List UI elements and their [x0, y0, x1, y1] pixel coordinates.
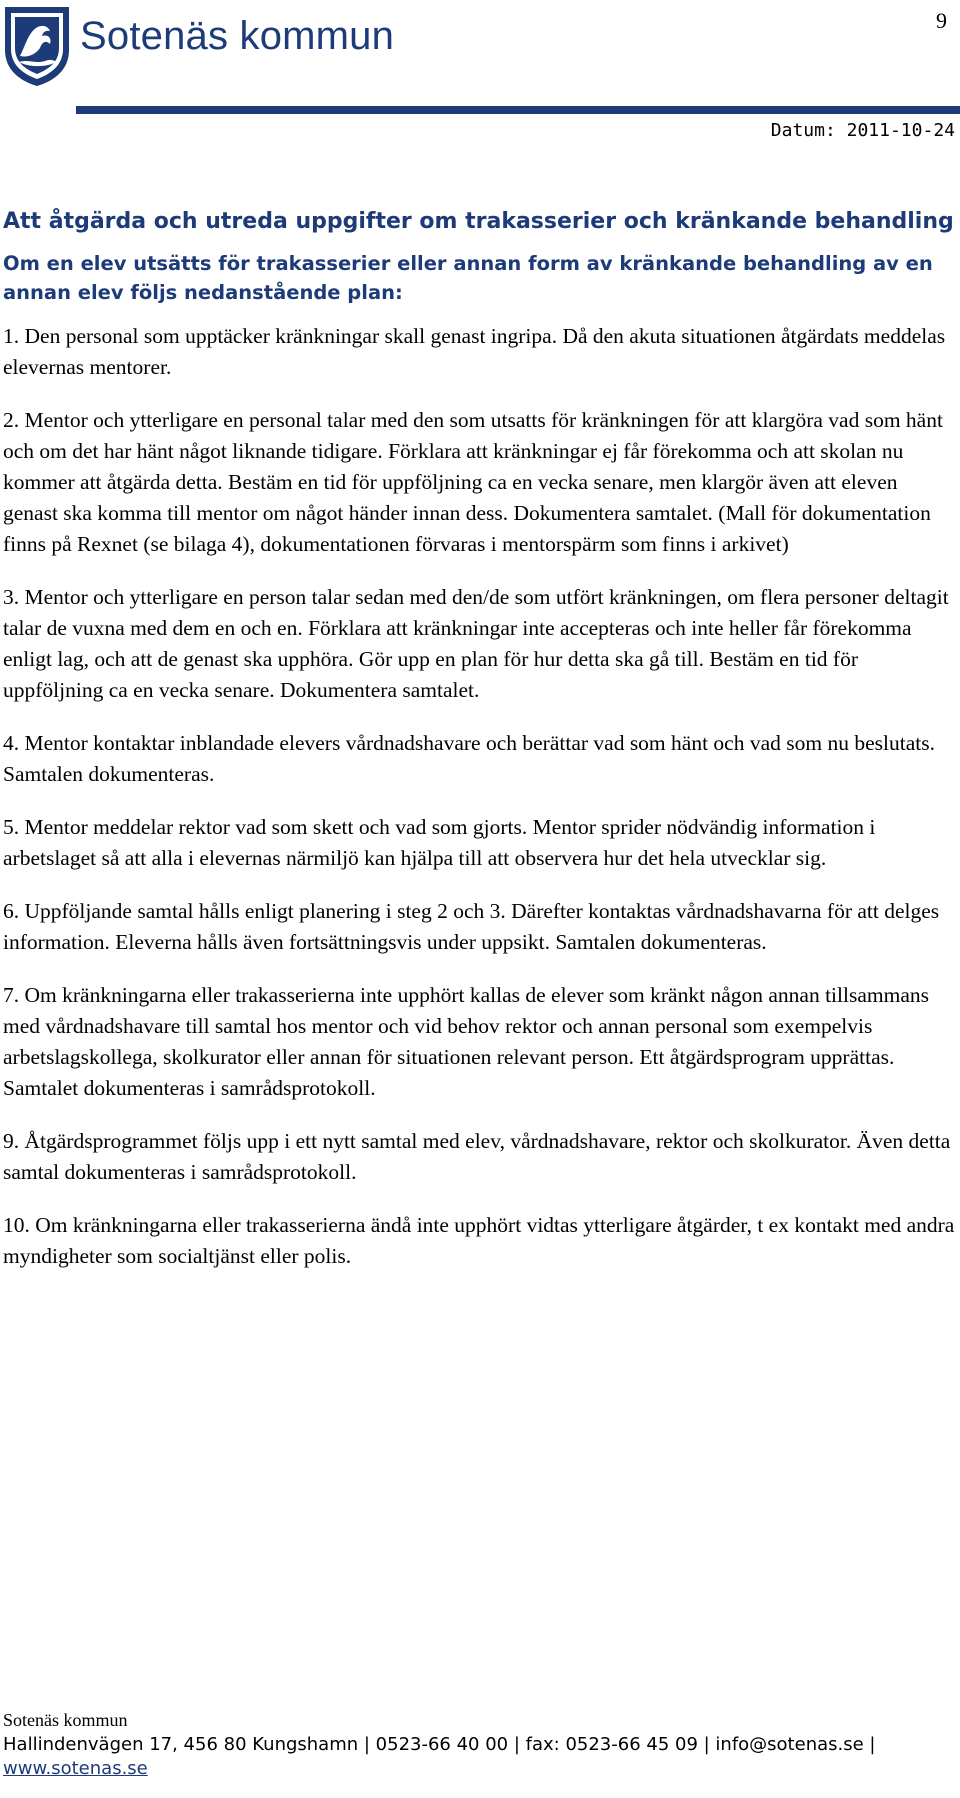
header-divider	[76, 106, 960, 114]
step-1: 1. Den personal som upptäcker kränkningar skall genast ingripa. Då den akuta situationen åtgärdats meddelas elevernas mentorer.	[3, 324, 946, 379]
steps-list	[3, 321, 955, 1272]
page-number: 9	[936, 8, 947, 33]
step-10: 10. Om kränkningarna eller trakasserierna ändå inte upphört vidtas ytterligare åtgärder, t ex kontakt med andra myndigheter som socialtjänst eller polis.	[3, 1213, 955, 1268]
step-4: 4. Mentor kontaktar inblandade elevers vårdnadshavare och berättar vad som hänt och vad som nu beslutats. Samtalen dokumenteras.	[3, 731, 935, 786]
step-3: 3. Mentor och ytterligare en person talar sedan med den/de som utfört kränkningen, om flera personer deltagit talar de vuxna med dem en och en. Förklara att kränkningar inte accepteras och inte heller får förekomma enligt lag, och att de genast ska upphöra. Gör upp en plan för hur detta ska gå till. Bestäm en tid för uppföljning ca en vecka senare. Dokumentera samtalet.	[3, 585, 949, 702]
step-2: 2. Mentor och ytterligare en personal talar med den som utsatts för kränkningen för att klargöra vad som hänt och om det har hänt något liknande tidigare. Förklara att kränkningar ej får förekomma och att skolan nu kommer att åtgärda detta. Bestäm en tid för uppföljning ca en vecka senare, men klargör även att eleven genast ska komma till mentor om något händer innan dess. Dokumentera samtalet. (Mall för dokumentation finns på Rexnet (se bilaga 4), dokumentationen förvaras i mentorspärm som finns i arkivet)	[3, 408, 943, 556]
step-5: 5. Mentor meddelar rektor vad som skett och vad som gjorts. Mentor sprider nödvändig information i arbetslaget så att alla i elevernas närmiljö kan hjälpa till att observera hur det hela utvecklar sig.	[3, 815, 876, 870]
coat-of-arms-logo-icon	[2, 4, 72, 88]
header	[0, 0, 960, 141]
step-7: 7. Om kränkningarna eller trakasserierna inte upphört kallas de elever som kränkt någon annan tillsammans med vårdnadshavare till samtal hos mentor och vid behov rektor och annan personal som exempelvis arbetslagskollega, skolkurator eller annan för situationen relevant person. Ett åtgärdsprogram upprättas. Samtalet dokumenteras i samrådsprotokoll.	[3, 983, 929, 1100]
footer	[3, 1708, 958, 1780]
website-link[interactable]: www.sotenas.se	[3, 1758, 148, 1779]
footer-contact: Hallindenvägen 17, 456 80 Kungshamn | 0523-66 40 00 | fax: 0523-66 45 09 | info@sotenas.se |	[3, 1734, 876, 1755]
document-subtitle: Om en elev utsätts för trakasserier eller annan form av kränkande behandling av en annan elev följs nedanstående plan:	[3, 252, 933, 304]
step-9: 9. Åtgärdsprogrammet följs upp i ett nytt samtal med elev, vårdnadshavare, rektor och skolkurator. Även detta samtal dokumenteras i samrådsprotokoll.	[3, 1129, 951, 1184]
document-title: Att åtgärda och utreda uppgifter om trakasserier och kränkande behandling	[3, 209, 954, 234]
step-6: 6. Uppföljande samtal hålls enligt planering i steg 2 och 3. Därefter kontaktas vårdnadshavarna för att delges information. Eleverna hålls även fortsättningsvis under uppsikt. Samtalen dokumenteras.	[3, 899, 940, 954]
org-name: Sotenäs kommun	[80, 14, 395, 58]
footer-org: Sotenäs kommun	[3, 1710, 128, 1730]
document-body	[3, 207, 955, 1294]
document-date: Datum: 2011-10-24	[770, 120, 955, 141]
